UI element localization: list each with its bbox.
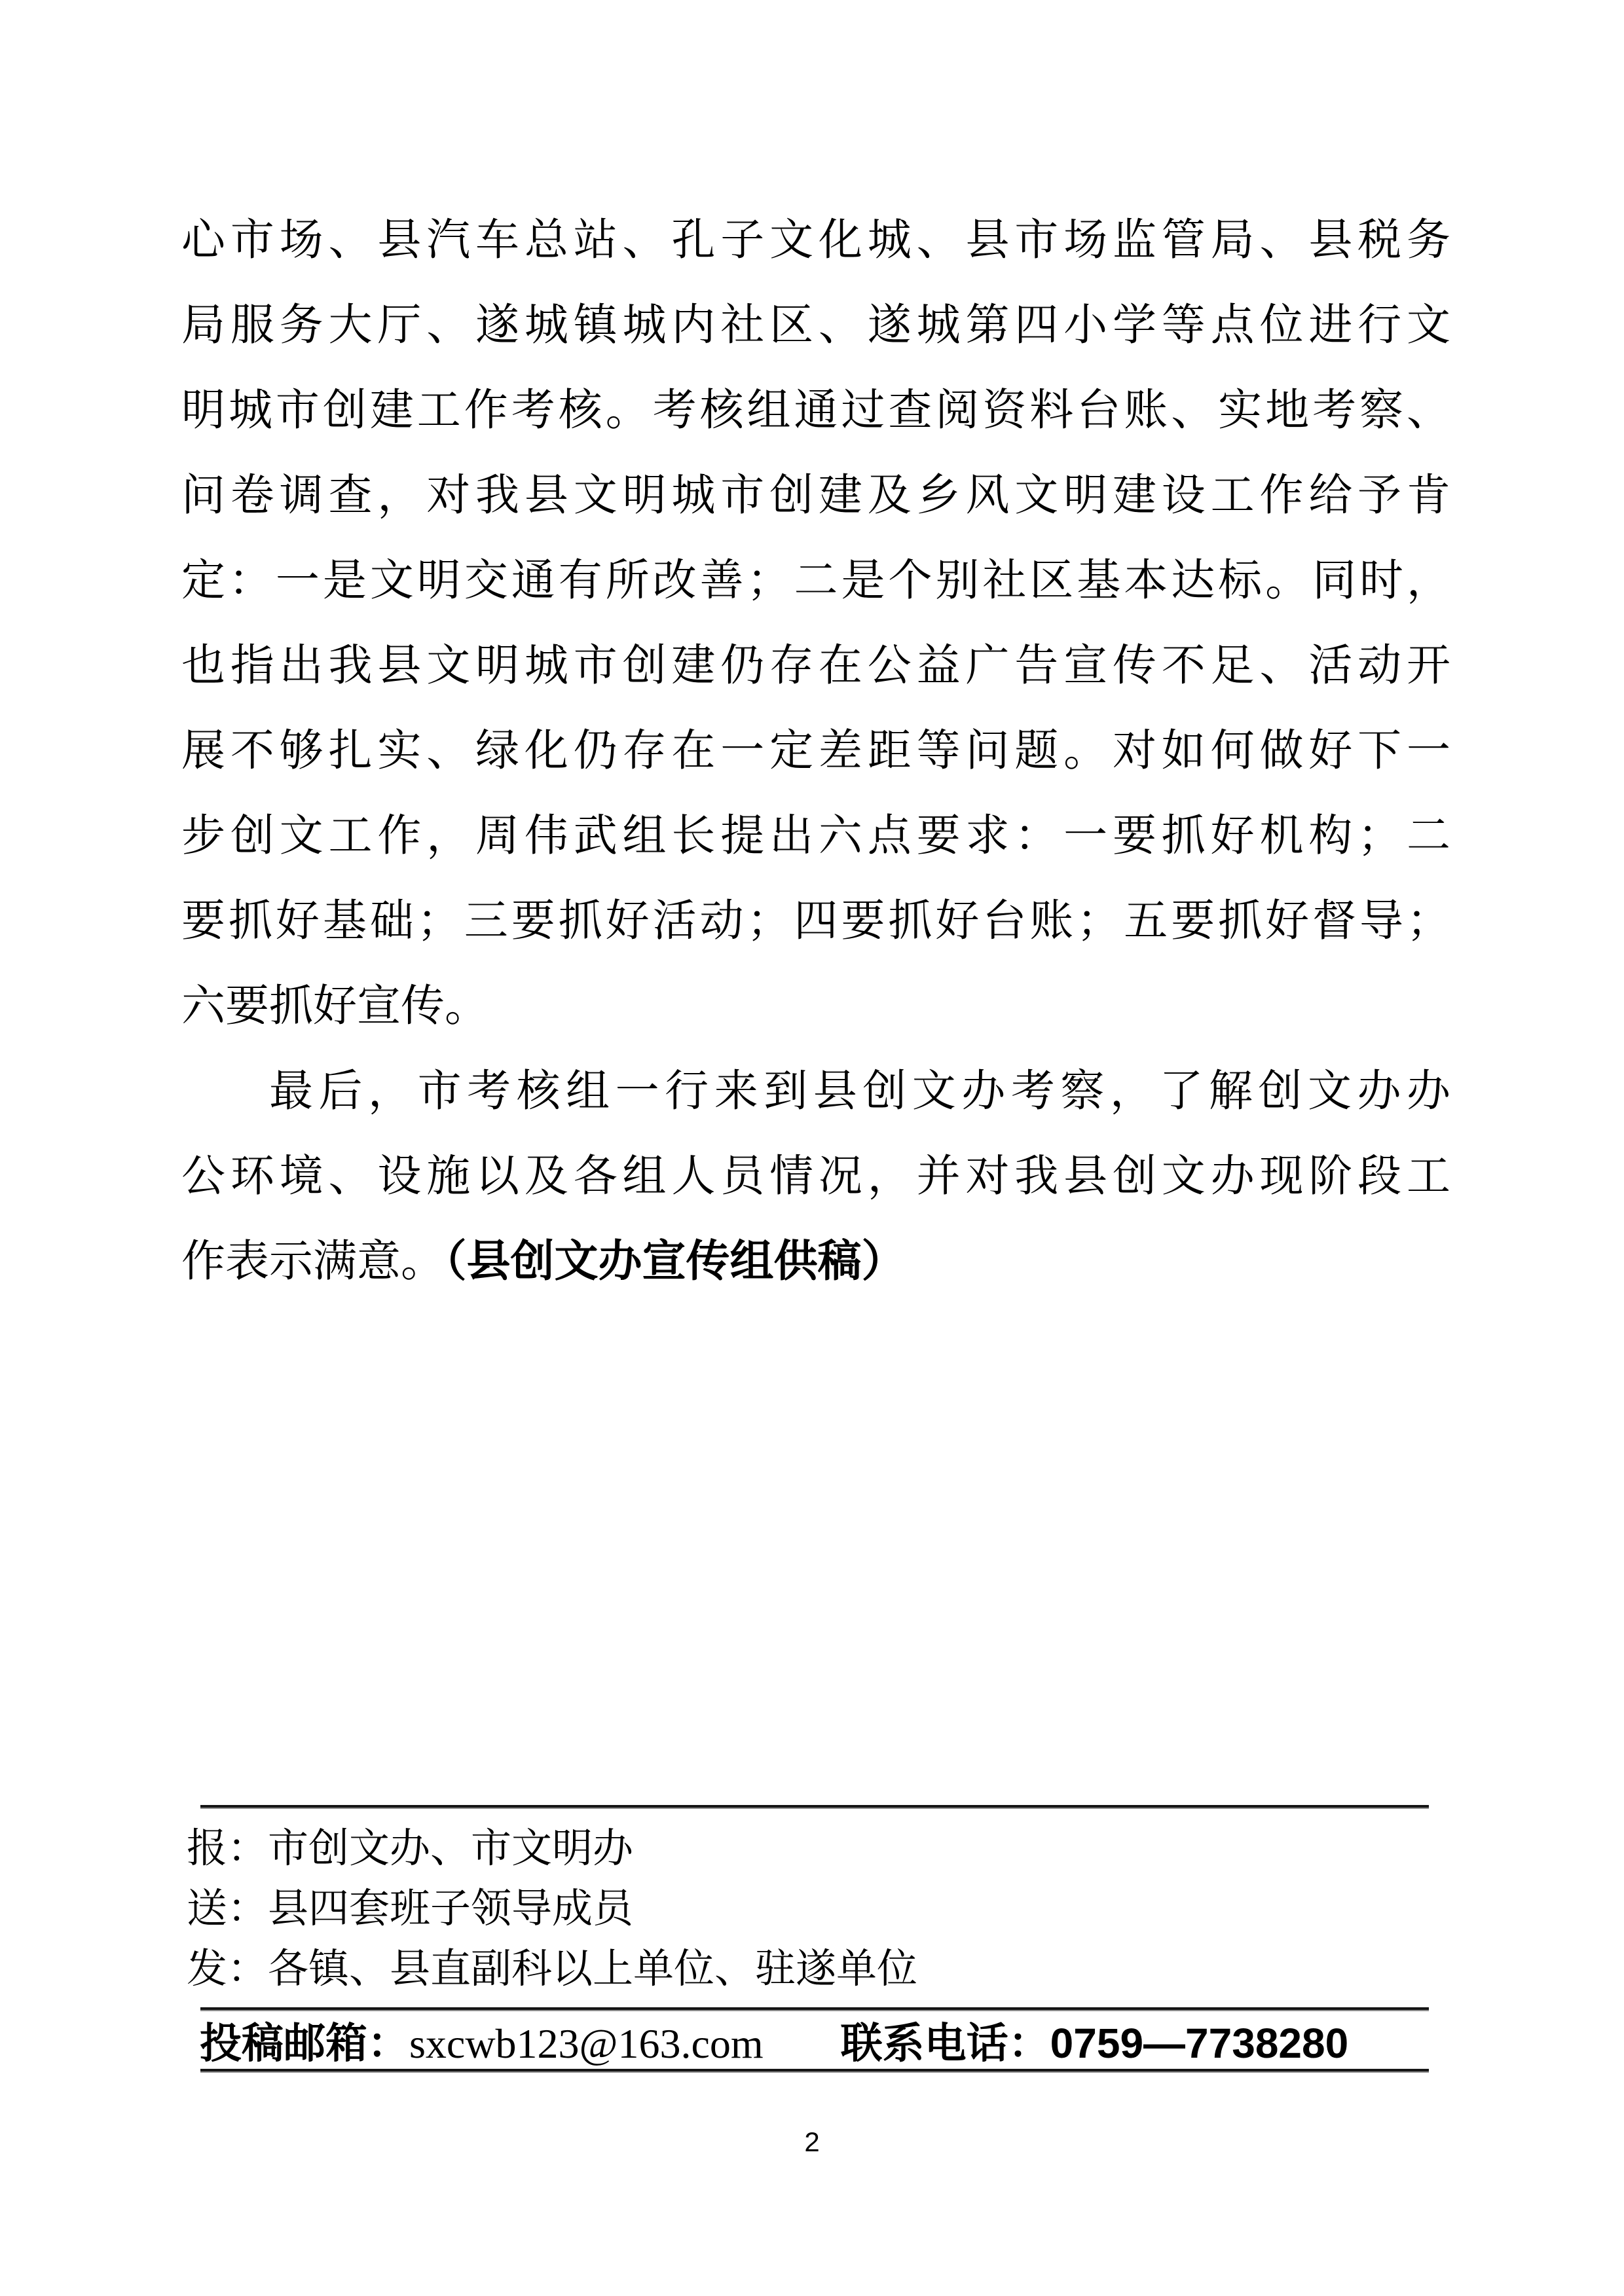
distribution-row-issue: 发：各镇、县直副科以上单位、驻遂单位 <box>187 1947 918 1992</box>
page-number: 2 <box>804 2126 820 2157</box>
body-line: 步创文工作，周伟武组长提出六点要求：一要抓好机构；二 <box>181 812 1450 860</box>
body-line: 局服务大厅、遂城镇城内社区、遂城第四小学等点位进行文 <box>181 301 1450 350</box>
phone-number: 0759—7738280 <box>1050 2020 1349 2067</box>
body-line: 心市场、县汽车总站、孔子文化城、县市场监管局、县税务 <box>181 216 1450 264</box>
body-text-block <box>181 198 1450 1304</box>
body-line: 问卷调查，对我县文明城市创建及乡风文明建设工作给予肯 <box>181 471 1450 520</box>
distribution-row-send: 送：县四套班子领导成员 <box>187 1887 634 1931</box>
divider-rule-bottom <box>200 2069 1429 2073</box>
byline: （县创文办宣传组供稿） <box>445 1237 906 1286</box>
body-line: 明城市创建工作考核。考核组通过查阅资料台账、实地考察、 <box>181 386 1450 435</box>
body-line: 公环境、设施以及各组人员情况，并对我县创文办现阶段工 <box>181 1152 1450 1201</box>
body-line-paragraph-start: 最后，市考核组一行来到县创文办考察，了解创文办办 <box>269 1067 1450 1116</box>
body-line-text: 作表示满意。 <box>181 1237 445 1286</box>
body-line: 六要抓好宣传。 <box>181 982 489 1030</box>
distribution-row-report: 报：市创文办、市文明办 <box>187 1827 634 1871</box>
email-address: sxcwb123@163.com <box>409 2020 764 2067</box>
body-line: 展不够扎实、绿化仍存在一定差距等问题。对如何做好下一 <box>181 727 1450 775</box>
distribution-block <box>187 1819 1431 1999</box>
body-line: 定：一是文明交通有所改善；二是个别社区基本达标。同时， <box>181 556 1450 605</box>
contact-line <box>200 2019 1444 2068</box>
body-line: 要抓好基础；三要抓好活动；四要抓好台账；五要抓好督导； <box>181 897 1450 945</box>
email-label: 投稿邮箱： <box>200 2020 409 2067</box>
divider-rule-top <box>200 1805 1429 1809</box>
phone-label: 联系电话： <box>840 2020 1050 2067</box>
body-line: 也指出我县文明城市创建仍存在公益广告宣传不足、活动开 <box>181 642 1450 690</box>
divider-rule-middle <box>200 2007 1429 2011</box>
body-line-last <box>181 1219 1450 1304</box>
